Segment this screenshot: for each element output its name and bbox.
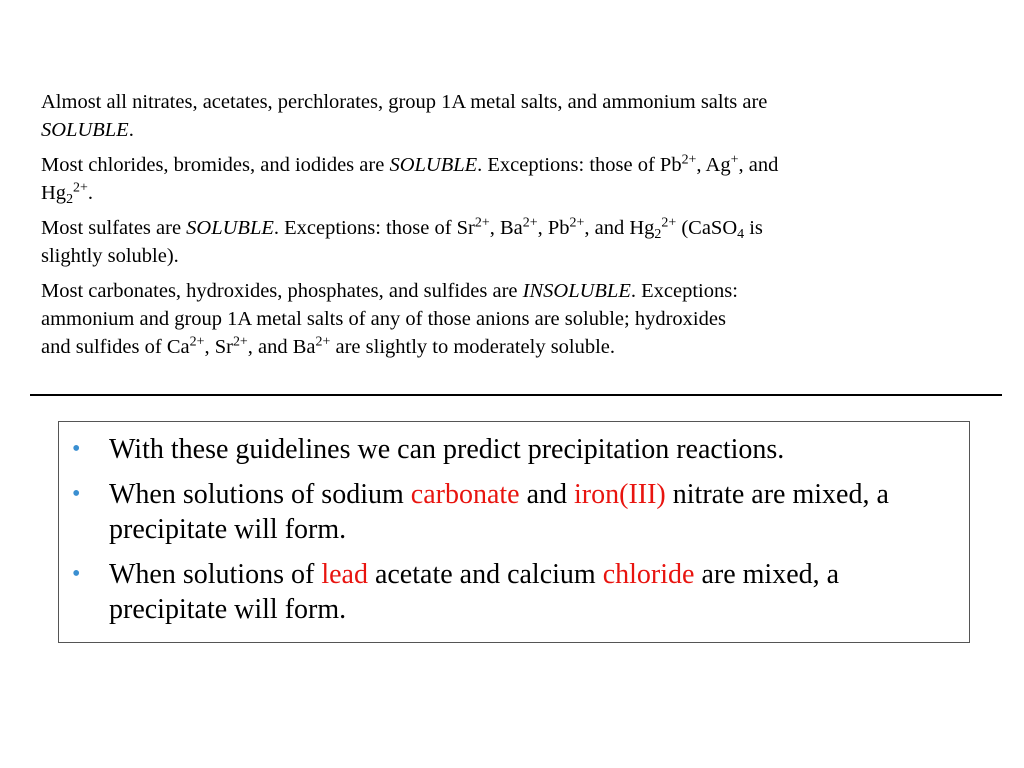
bullet-text: and: [519, 479, 575, 510]
bullet-item: [72, 432, 951, 467]
rule-emphasis: INSOLUBLE: [522, 280, 631, 302]
rule-emphasis: SOLUBLE: [389, 154, 478, 176]
ion-charge: 2+: [661, 215, 677, 231]
rule-text: and sulfides of Ca: [41, 336, 190, 358]
highlight-chloride: chloride: [602, 559, 695, 590]
rule-text: slightly soluble).: [41, 245, 179, 267]
bullet-dot-icon: •: [72, 436, 81, 462]
rule-halides: [41, 151, 986, 207]
bullet-text: With these guidelines we can predict precipitation reactions.: [109, 434, 785, 465]
ion-charge: +: [730, 152, 739, 168]
rule-text: , Ba: [489, 217, 523, 239]
ion-charge: 2+: [315, 334, 331, 350]
bullet-text: nitrate are mixed, a precipitate will form.: [109, 479, 889, 545]
highlight-iron-iii: iron(III): [574, 479, 666, 510]
bullet-text: When solutions of: [109, 559, 322, 590]
ion-charge: 2+: [189, 334, 205, 350]
rule-text: , and Hg: [584, 217, 655, 239]
rule-text: is: [744, 217, 763, 239]
rule-text: Most sulfates are: [41, 217, 187, 239]
rule-text: . Exceptions: those of Pb: [477, 154, 682, 176]
bullet-dot-icon: •: [72, 561, 81, 587]
rule-text: . Exceptions:: [630, 280, 738, 302]
bullet-box: [58, 421, 970, 643]
rule-text: Almost all nitrates, acetates, perchlorates, group 1A metal salts, and ammonium salts are: [41, 91, 768, 113]
rule-text: , Pb: [537, 217, 570, 239]
bullet-text: are mixed, a precipitate will form.: [109, 559, 840, 625]
section-divider: [30, 394, 1002, 396]
bullet-item: [72, 477, 951, 547]
rule-text: are slightly to moderately soluble.: [330, 336, 616, 358]
bullet-list: [72, 432, 951, 627]
rule-text: (CaSO: [676, 217, 738, 239]
rule-text: , and: [738, 154, 779, 176]
bullet-dot-icon: •: [72, 481, 81, 507]
bullet-text: When solutions of sodium: [109, 479, 411, 510]
subscript: 2: [654, 226, 662, 242]
rule-text: Hg: [41, 182, 67, 204]
ion-charge: 2+: [522, 215, 538, 231]
rule-text: , Ag: [696, 154, 731, 176]
ion-charge: 2+: [474, 215, 490, 231]
rule-text: .: [128, 119, 134, 141]
subscript: 2: [66, 191, 74, 207]
rule-text: .: [87, 182, 93, 204]
rule-carbonates: [41, 277, 986, 361]
rule-emphasis: SOLUBLE: [186, 217, 274, 239]
rule-text: . Exceptions: those of Sr: [273, 217, 475, 239]
rule-text: , and Ba: [247, 336, 316, 358]
ion-charge: 2+: [569, 215, 585, 231]
rule-text: ammonium and group 1A metal salts of any of those anions are soluble; hydroxides: [41, 308, 726, 330]
rule-text: , Sr: [204, 336, 233, 358]
ion-charge: 2+: [73, 180, 88, 196]
rule-emphasis: SOLUBLE: [41, 119, 129, 141]
ion-charge: 2+: [232, 334, 248, 350]
highlight-carbonate: carbonate: [410, 479, 520, 510]
solubility-rules: [41, 88, 986, 368]
bullet-text: acetate and calcium: [367, 559, 603, 590]
bullet-item: [72, 557, 951, 627]
rule-nitrates: [41, 88, 986, 144]
rule-text: Most carbonates, hydroxides, phosphates, and sulfides are: [41, 280, 523, 302]
subscript: 4: [737, 226, 745, 242]
rule-text: Most chlorides, bromides, and iodides are: [41, 154, 390, 176]
ion-charge: 2+: [681, 152, 697, 168]
rule-sulfates: [41, 214, 986, 270]
highlight-lead: lead: [321, 559, 368, 590]
